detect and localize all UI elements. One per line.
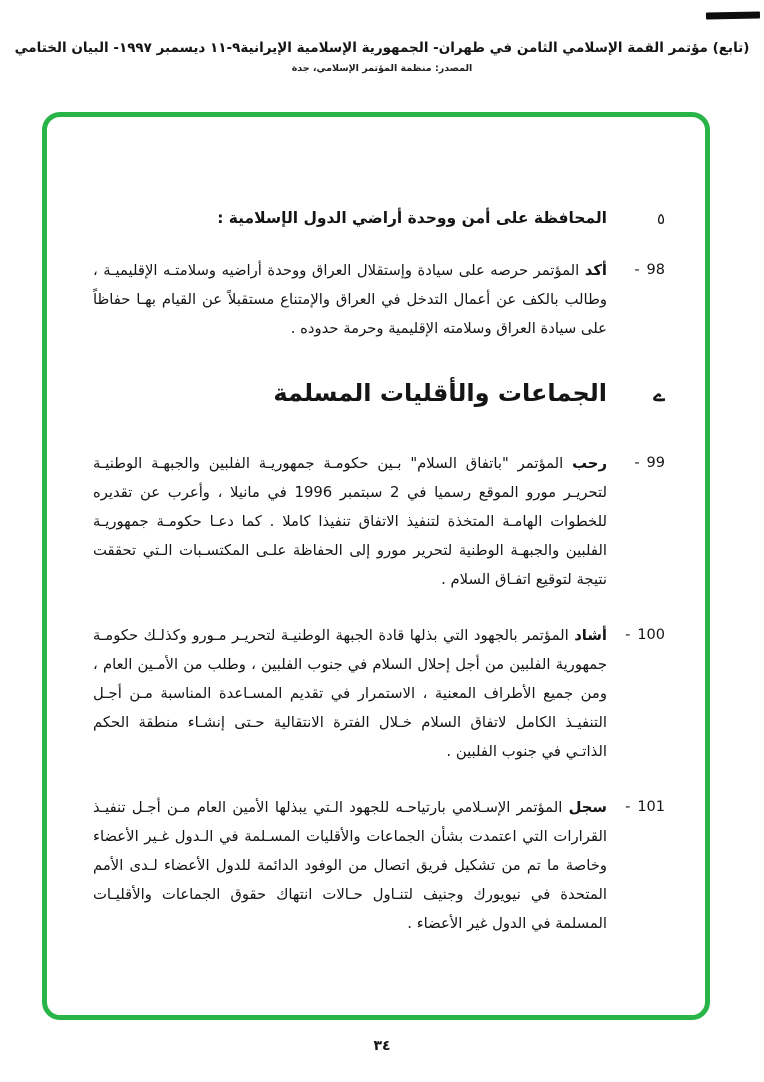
section-title: الجماعات والأقليات المسلمة [273,379,607,407]
paragraph-lead-word: أكد [584,262,607,279]
paragraph-lead-word: سجل [568,799,607,816]
paragraph-text [93,449,607,594]
paragraph-number-column [607,793,665,822]
section-heading-security-unity [93,209,665,228]
section-arrow-marker: ے [653,381,665,406]
paragraph-number: 98 [646,262,665,278]
document-header-source: المصدر: منظمة المؤتمر الإسلامي، جدة [291,63,473,74]
page-number: ٣٤ [373,1038,391,1054]
section-title: المحافظة على أمن ووحدة أراضي الدول الإسلامية : [217,209,607,227]
paragraph-number-column [607,449,665,478]
paragraph-dash: - [634,455,640,471]
paragraph-text [93,256,607,343]
paragraph-100 [93,621,665,766]
paragraph-dash: - [625,799,631,815]
content-area [47,117,705,1015]
section-heading-muslim-communities [93,379,665,407]
paragraph-body: المؤتمر بالجهود التي بذلها قادة الجبهة الوطنيـة لتحريـر مـورو وكذلـك حكومـة جمهورية الفلبين من أجل إحلال السلام في جنوب الفلبين ، وطلب من الأمـين العام ، ومن جميع الأطراف المعنية ، الاستمرار في تقديم المسـاعدة المناسبة مـن أجـل التنفيـذ الكامل لاتفاق السلام خـلال الفترة الانتقالية حـتى إنشـاء منطقة الحكم الذاتـي في جنوب الفلبين . [93,627,607,760]
paragraph-body: المؤتمر "باتفاق السلام" بـين حكومـة جمهوريـة الفلبين والجبهـة الوطنيـة لتحريـر مورو الموقع رسميا في 2 سبتمبر 1996 في مانيلا ، وأعرب عن تقديره للخطوات الهامـة المتخذة لتنفيذ الاتفاق تنفيذا كاملا . كما دعـا حكومـة جمهوريـة الفلبين والجبهـة الوطنية لتحرير مورو إلى الحفاظة علـى المكتسـبات الـتي تحققت نتيجة لتوقيع اتفـاق السلام . [93,455,608,588]
paragraph-number: 99 [646,455,665,471]
paragraph-text [93,793,607,938]
paragraph-dash: - [625,627,631,643]
paragraph-lead-word: رحب [572,455,607,472]
paragraph-number: 100 [637,627,665,643]
paragraph-99 [93,449,665,594]
paragraph-body: المؤتمر حرصه على سيادة وإستقلال العراق ووحدة أراضيه وسلامتـه الإقليميـة ، وطالب بالكف عن أعمال التدخل في العراق والإمتناع مستقبلاً عن القيام بهـا حفاظاً على سيادة العراق وسلامته الإقليمية وحرمة حدوده . [93,262,607,337]
paragraph-body: المؤتمر الإسـلامي بارتياحـه للجهود الـتي يبذلها الأمين العام مـن أجـل تنفيـذ القرارات التي اعتمدت بشأن الجماعات والأقليات المسـلمة في الـدول غـير الأعضاء وخاصة ما تم من تشكيل فريق اتصال من الوفود الدائمة للدول الأعضاء لـدى الأمم المتحدة في نيويورك وجنيف لتنـاول حـالات انتهاك حقوق الجماعات والأقليـات المسلمة في الدول غير الأعضاء . [93,799,607,932]
paragraph-98 [93,256,665,343]
scan-corner-mark [706,12,760,20]
section-bullet-marker: ٥ [656,210,665,228]
paragraph-number-column [607,621,665,650]
paragraph-number: 101 [637,799,665,815]
document-header-title: (تابع) مؤتمر القمة الإسلامي الثامن في طهران- الجمهورية الإسلامية الإيرانية٩-١١ ديسمبر ١٩٩٧- البيان الختامي [14,40,750,56]
content-frame [42,112,710,1020]
paragraph-lead-word: أشاد [574,627,607,644]
paragraph-dash: - [634,262,640,278]
paragraph-101 [93,793,665,938]
document-header [0,40,764,74]
paragraph-text [93,621,607,766]
paragraph-number-column [607,256,665,285]
